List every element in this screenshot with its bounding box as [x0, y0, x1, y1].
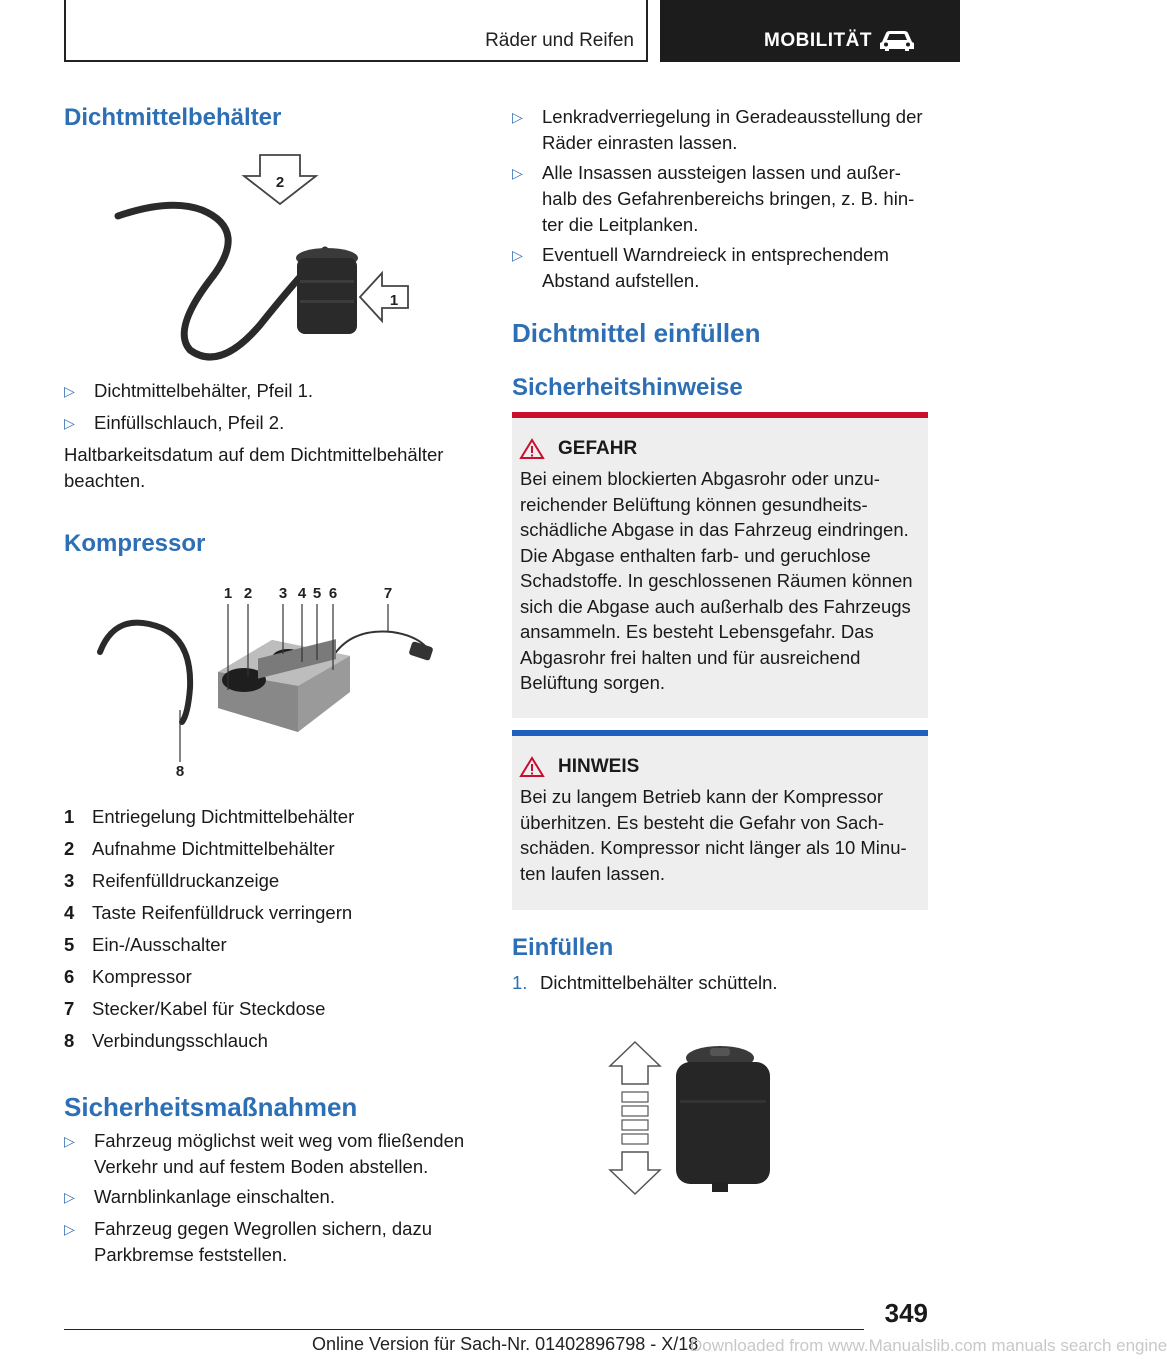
section-title: MOBILITÄT	[764, 30, 872, 51]
bullet-triangle-icon: ▷	[64, 1221, 75, 1237]
list-item: ▷ Einfüllschlauch, Pfeil 2.	[64, 410, 464, 436]
list-item: 7 Stecker/Kabel für Steckdose	[64, 998, 326, 1019]
container-note: Haltbarkeitsdatum auf dem Dichtmittelbehälter beachten.	[64, 444, 444, 491]
bullet-triangle-icon: ▷	[64, 415, 75, 431]
warning-triangle-icon	[520, 757, 544, 777]
bullet-triangle-icon: ▷	[512, 109, 523, 125]
warning-triangle-icon	[520, 439, 544, 459]
shake-container-figure	[610, 1040, 780, 1200]
compressor-label-8: 8	[175, 763, 185, 780]
compressor-figure	[92, 580, 452, 785]
compressor-label-6: 6	[328, 585, 338, 602]
list-item: 5 Ein-/Ausschalter	[64, 934, 227, 955]
bullet-triangle-icon: ▷	[64, 1133, 75, 1149]
list-item: ▷ Dichtmittelbehälter, Pfeil 1.	[64, 378, 464, 404]
step-item: 1. Dichtmittelbehälter schütteln.	[512, 972, 778, 993]
danger-text: Bei einem blockierten Abgasrohr oder unzureichender Belüftung können gesundheitsschädliche Abgase in das Fahrzeug eindringen. Die Abgase enthalten farb- und geruchlose Schadstoffe. In geschlossenen Räumen können sich die Abgase auch außerhalb des Fahrzeugs ansammeln. Es besteht Lebensgefahr. Das Abgasrohr frei halten und für ausreichend Belüftung sorgen.	[520, 468, 913, 693]
section-title-safety-notes: Sicherheitshinweise	[512, 374, 743, 401]
chapter-title: Räder und Reifen	[485, 30, 634, 51]
sealant-container-figure	[110, 150, 420, 365]
list-item: ▷ Lenkradverriegelung in Geradeausstellung der Räder einrasten lassen.	[512, 106, 923, 153]
section-title-container: Dichtmittelbehälter	[64, 104, 282, 131]
compressor-label-1: 1	[223, 585, 233, 602]
car-icon	[878, 30, 916, 52]
list-item: 1 Entriegelung Dichtmittelbehälter	[64, 806, 355, 827]
danger-heading: GEFAHR	[520, 438, 918, 460]
bullet-triangle-icon: ▷	[512, 247, 523, 263]
header-section-box	[660, 0, 960, 62]
list-item: ▷ Alle Insassen aussteigen lassen und außerhalb des Gefahrenbereichs bringen, z. B. hinter die Leitplanken.	[512, 162, 915, 235]
arrow-label-2: 2	[275, 174, 285, 191]
watermark: Downloaded from www.Manualslib.com manuals search engine	[690, 1336, 1167, 1355]
list-item: 4 Taste Reifenfülldruck verringern	[64, 902, 353, 923]
compressor-label-5: 5	[312, 585, 322, 602]
notice-heading: HINWEIS	[520, 756, 918, 778]
footer-rule	[64, 1329, 864, 1330]
footer-text: Online Version für Sach-Nr. 01402896798 - X/18	[312, 1334, 699, 1354]
list-item: ▷ Fahrzeug möglichst weit weg vom fließenden Verkehr und auf festem Boden abstellen.	[64, 1130, 465, 1177]
section-title-compressor: Kompressor	[64, 530, 206, 557]
list-item: 2 Aufnahme Dichtmittelbehälter	[64, 838, 335, 859]
compressor-label-7: 7	[383, 585, 393, 602]
list-item: ▷ Eventuell Warndreieck in entsprechendem Abstand aufstellen.	[512, 244, 889, 291]
list-item: ▷ Warnblinkanlage einschalten.	[64, 1184, 480, 1210]
list-item: 6 Kompressor	[64, 966, 192, 987]
section-title-filling: Einfüllen	[512, 934, 614, 961]
list-item: ▷ Fahrzeug gegen Wegrollen sichern, dazu Parkbremse feststellen.	[64, 1218, 433, 1265]
bullet-triangle-icon: ▷	[512, 165, 523, 181]
header-chapter-box	[64, 0, 648, 62]
danger-box	[512, 412, 928, 718]
section-title-safety: Sicherheitsmaßnahmen	[64, 1092, 358, 1122]
page-number: 349	[884, 1298, 928, 1328]
notice-box	[512, 730, 928, 910]
bullet-triangle-icon: ▷	[64, 383, 75, 399]
compressor-label-3: 3	[278, 585, 288, 602]
notice-text: Bei zu langem Betrieb kann der Kompressor überhitzen. Es besteht die Gefahr von Sachschäden. Kompressor nicht länger als 10 Minuten laufen lassen.	[520, 786, 907, 884]
list-item: 8 Verbindungsschlauch	[64, 1030, 268, 1051]
compressor-label-4: 4	[297, 585, 307, 602]
list-item: 3 Reifenfülldruckanzeige	[64, 870, 280, 891]
bullet-triangle-icon: ▷	[64, 1189, 75, 1205]
compressor-label-2: 2	[243, 585, 253, 602]
arrow-label-1: 1	[389, 292, 399, 309]
section-title-fill: Dichtmittel einfüllen	[512, 318, 761, 348]
